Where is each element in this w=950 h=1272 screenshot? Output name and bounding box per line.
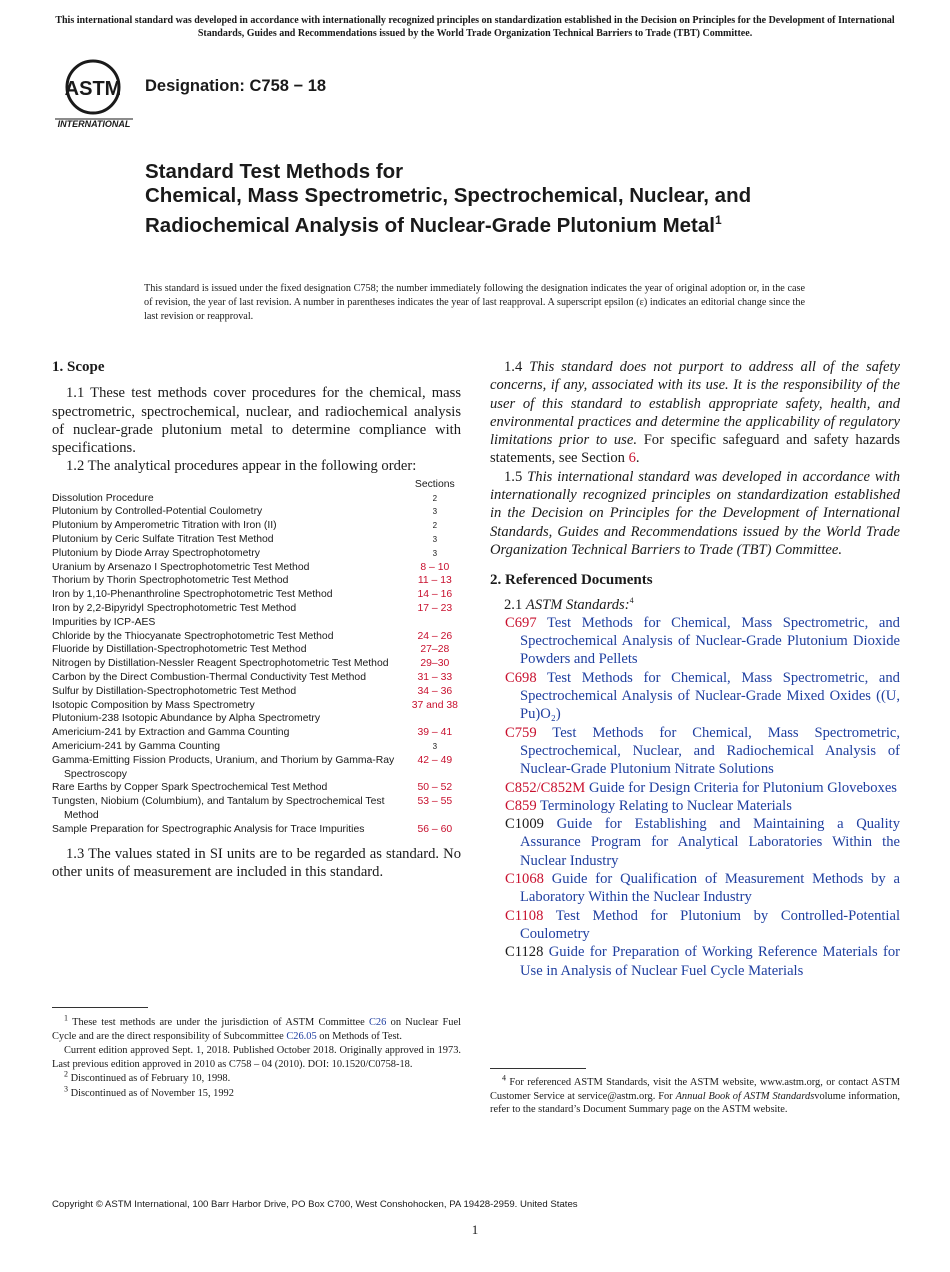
referenced-heading: 2. Referenced Documents: [490, 572, 653, 589]
procedure-name: Plutonium by Ceric Sulfate Titration Test Method: [52, 533, 274, 545]
standard-code-link[interactable]: C1108: [505, 907, 544, 924]
footnote-1-b: on Nuclear Fuel Cycle and are the direct responsibility of Subcommittee: [52, 1017, 461, 1042]
footnote-1-mark: 1: [64, 1013, 68, 1023]
procedure-name: Chloride by the Thiocyanate Spectrophotometric Test Method: [52, 630, 334, 642]
para-2-1: [490, 596, 900, 614]
procedure-sections: 2: [432, 493, 438, 503]
page-number: 1: [471, 1222, 479, 1237]
procedure-sections[interactable]: 14 – 16: [417, 589, 453, 601]
procedure-row: [52, 533, 462, 547]
procedure-sections: [408, 616, 462, 630]
procedure-row: [52, 643, 462, 657]
procedure-sections[interactable]: 42 – 49: [417, 754, 453, 766]
standard-code-link[interactable]: C1128: [505, 944, 544, 961]
procedure-sections[interactable]: 53 – 55: [417, 796, 453, 808]
procedure-row: [52, 588, 462, 602]
referenced-item: [490, 943, 900, 980]
standard-title-link[interactable]: Terminology Relating to Nuclear Materials: [540, 797, 792, 814]
procedure-sections[interactable]: 50 – 52: [417, 782, 453, 794]
footnote-4-b: volume information, refer to the standard’s Document Summary page on the ASTM website.: [490, 1090, 901, 1116]
procedure-sections: 3: [432, 507, 438, 517]
procedure-row: [52, 505, 462, 519]
subcommittee-c2605-link[interactable]: C26.05: [286, 1030, 317, 1042]
procedure-row: [52, 699, 462, 713]
procedure-row: [52, 712, 462, 726]
procedure-name: Rare Earths by Copper Spark Spectrochemical Test Method: [52, 782, 328, 794]
footnote-1-a: These test methods are under the jurisdiction of ASTM Committee: [72, 1017, 365, 1028]
footnote-1: [52, 1013, 461, 1043]
procedure-name: Isotopic Composition by Mass Spectrometry: [52, 699, 255, 711]
procedure-name: Plutonium by Amperometric Titration with Iron (II): [52, 520, 277, 532]
procedure-name: Sulfur by Distillation-Spectrophotometric Test Method: [52, 685, 297, 697]
procedure-sections: 3: [432, 548, 438, 558]
procedure-row: [52, 547, 462, 561]
procedure-row: [52, 754, 462, 782]
procedure-name: Fluoride by Distillation-Spectrophotometric Test Method: [52, 644, 307, 656]
procedure-name: Uranium by Arsenazo I Spectrophotometric Test Method: [52, 561, 310, 573]
title-line2: Chemical, Mass Spectrometric, Spectrochemical, Nuclear, and Radiochemical Analysis of Nuclear-Grade Plutonium Metal: [145, 184, 752, 237]
referenced-item: [490, 907, 900, 944]
title-footnote-mark: 1: [714, 213, 722, 227]
para-1-4: [490, 358, 900, 468]
wto-notice: This international standard was developed in accordance with internationally recognized principles on standardization established in the Decision on Principles for the Development of International Standards, Guides and Recommendations issued by the World Trade Organization Technical Barriers to Trade (TBT) Committee.: [55, 15, 895, 39]
procedure-row: [52, 795, 462, 823]
standard-title-link[interactable]: Test Method for Plutonium by Controlled-Potential Coulometry: [520, 907, 901, 942]
standard-code-link[interactable]: C697: [505, 614, 537, 631]
referenced-item: [490, 779, 900, 797]
standard-title-link[interactable]: Test Methods for Chemical, Mass Spectrometric, Spectrochemical, Nuclear, and Radiochemical Analysis of Nuclear-Grade Plutonium Nitrate Solutions: [520, 724, 900, 778]
procedure-name: Plutonium by Diode Array Spectrophotometry: [52, 547, 260, 559]
referenced-item: [490, 815, 900, 870]
footnote-1-c: on Methods of Test.: [319, 1030, 403, 1042]
procedure-sections: 2: [432, 521, 438, 531]
procedure-row: [52, 823, 462, 837]
standard-title-link[interactable]: Test Methods for Chemical, Mass Spectrometric, and Spectrochemical Analysis of Nuclear-Grade Mixed Oxides ((U, Pu)O₂): [520, 669, 900, 723]
document-title: [145, 160, 825, 238]
referenced-item: [490, 669, 900, 724]
standard-title-link[interactable]: Guide for Qualification of Measurement Methods by a Laboratory Within the Nuclear Industry: [520, 871, 900, 906]
para-1-5-num: 1.5: [504, 468, 523, 485]
standard-code-link[interactable]: C759: [505, 724, 537, 741]
standard-code-link[interactable]: C1068: [505, 871, 544, 888]
footnote-3: [52, 1084, 461, 1101]
procedure-name: Gamma-Emitting Fission Products, Uranium, and Thorium by Gamma-Ray Spectroscopy: [52, 754, 395, 780]
footnote-2-text: Discontinued as of February 10, 1998.: [70, 1073, 231, 1085]
para-1-4-num: 1.4: [504, 359, 523, 375]
procedure-sections[interactable]: 34 – 36: [417, 685, 453, 697]
para-1-2: 1.2 The analytical procedures appear in the following order:: [66, 458, 417, 475]
referenced-item: [490, 870, 900, 907]
standard-title-link[interactable]: Guide for Establishing and Maintaining a Quality Assurance Program for Analytical Laboratories Within the Nuclear Industry: [520, 816, 900, 869]
footnote-2-mark: 2: [64, 1069, 68, 1079]
procedure-sections[interactable]: 17 – 23: [417, 602, 453, 614]
procedure-row: [52, 726, 462, 740]
referenced-item: [490, 724, 900, 779]
procedure-row: [52, 740, 462, 754]
logo-text: ASTM: [64, 78, 122, 100]
standard-title-link[interactable]: Guide for Design Criteria for Plutonium Gloveboxes: [588, 779, 897, 796]
footnote-3-text: Discontinued as of November 15, 1992: [70, 1087, 234, 1099]
procedure-sections: 3: [432, 534, 438, 544]
procedure-row: [52, 671, 462, 685]
footnote-4: [490, 1073, 901, 1117]
footnote-2: [52, 1069, 461, 1086]
referenced-item: [490, 797, 900, 815]
procedure-sections[interactable]: 11 – 13: [417, 575, 452, 587]
referenced-list: [490, 614, 900, 980]
standard-title-link[interactable]: Guide for Preparation of Working Reference Materials for Use in Analysis of Nuclear Fuel Cycle Materials: [520, 944, 900, 979]
procedure-row: [52, 561, 462, 575]
footnote-4-italic: Annual Book of ASTM Standards: [675, 1090, 815, 1102]
procedure-row: [52, 616, 462, 630]
procedure-sections[interactable]: 8 – 10: [420, 561, 450, 573]
standard-code-link[interactable]: C1009: [505, 816, 544, 833]
para-1-5: [490, 468, 900, 559]
footnote-3-mark: 3: [64, 1084, 68, 1094]
procedure-name: Plutonium-238 Isotopic Abundance by Alpha Spectrometry: [52, 713, 321, 725]
referenced-item: [490, 614, 900, 669]
procedure-name: Tungsten, Niobium (Columbium), and Tantalum by Spectrochemical Test Method: [52, 796, 385, 821]
procedure-name: Carbon by the Direct Combustion-Thermal Conductivity Test Method: [52, 671, 366, 683]
footnote-rule-right: [490, 1068, 586, 1069]
procedure-name: Americium-241 by Extraction and Gamma Counting: [52, 727, 290, 739]
issue-note: This standard is issued under the fixed designation C758; the number immediately following the designation indicates the year of original adoption or, in the case of revision, the year of last revision. A number in parentheses indicates the year of last reapproval. A superscript epsilon (ε) indicates an editorial change since the last revision or reapproval.: [144, 283, 805, 322]
copyright: Copyright © ASTM International, 100 Barr Harbor Drive, PO Box C700, West Conshohocken, PA 19428-2959. United States: [52, 1199, 578, 1210]
procedure-name: Nitrogen by Distillation-Nessler Reagent Spectrophotometric Test Method: [52, 658, 389, 670]
procedure-name: Americium-241 by Gamma Counting: [52, 740, 221, 752]
procedure-sections: [408, 712, 462, 726]
procedure-row: [52, 657, 462, 671]
approval-note: Current edition approved Sept. 1, 2018. Published October 2018. Originally approved in 1973. Last previous edition approved in 2010 as C758 – 04 (2010). DOI: 10.1520/C0758-18.: [52, 1045, 461, 1070]
para-2-1-num: 2.1: [504, 596, 523, 613]
para-1-1: 1.1 These test methods cover procedures for the chemical, mass spectrometric, spectrochemical, nuclear, and radiochemical analysis of nuclear-grade plutonium metal to determine compliance with specifications.: [52, 385, 461, 457]
footnote-4-a: For referenced ASTM Standards, visit the ASTM website, www.astm.org, or contact ASTM Customer Service at service@astm.org. For: [490, 1077, 900, 1102]
procedure-row: [52, 630, 462, 644]
procedure-sections[interactable]: 27–28: [420, 644, 450, 656]
standard-code-link[interactable]: C698: [505, 669, 537, 686]
standard-code-link[interactable]: C852/C852M: [505, 779, 586, 796]
para-1-4-tail: For specific safeguard and safety hazards statements, see Section: [490, 432, 901, 467]
title-line1: Standard Test Methods for: [145, 160, 404, 183]
committee-c26-link[interactable]: C26: [369, 1017, 387, 1028]
designation: Designation: C758 − 18: [145, 77, 327, 95]
right-column: [490, 358, 900, 980]
sections-header: Sections: [414, 478, 455, 490]
procedure-row: [52, 492, 462, 506]
footnote-4-mark: 4: [502, 1073, 506, 1083]
procedure-row: [52, 574, 462, 588]
procedure-name: Iron by 1,10-Phenanthroline Spectrophotometric Test Method: [52, 589, 333, 601]
para-1-3: 1.3 The values stated in SI units are to be regarded as standard. No other units of measurement are included in this standard.: [52, 845, 461, 880]
procedure-sections: 3: [432, 741, 438, 751]
standard-code-link[interactable]: C859: [505, 797, 537, 814]
procedure-row: [52, 602, 462, 616]
procedure-name: Plutonium by Controlled-Potential Coulometry: [52, 506, 263, 518]
procedure-sections[interactable]: 37 and 38: [411, 699, 458, 711]
left-column: [52, 358, 461, 881]
procedure-name: Impurities by ICP-AES: [52, 616, 156, 628]
footnotes: [52, 1013, 461, 1102]
logo-subtext: INTERNATIONAL: [57, 119, 131, 129]
procedure-sections[interactable]: 24 – 26: [417, 630, 453, 642]
para-1-4-end: .: [635, 450, 640, 467]
procedure-row: [52, 781, 462, 795]
procedure-sections[interactable]: 56 – 60: [417, 823, 453, 835]
procedure-sections[interactable]: 31 – 33: [417, 671, 453, 683]
procedure-row: [52, 685, 462, 699]
scope-heading: 1. Scope: [52, 359, 105, 375]
procedures-table: [52, 478, 462, 837]
standard-title-link[interactable]: Test Methods for Chemical, Mass Spectrometric, and Spectrochemical Analysis of Nuclear-Grade Plutonium Dioxide Powders and Pellets: [520, 614, 900, 668]
procedure-name: Sample Preparation for Spectrographic Analysis for Trace Impurities: [52, 823, 365, 835]
procedure-sections[interactable]: 29–30: [420, 658, 450, 670]
procedure-name: Dissolution Procedure: [52, 492, 154, 504]
procedure-name: Iron by 2,2-Bipyridyl Spectrophotometric Test Method: [52, 602, 297, 614]
para-1-5-italic: This international standard was developed in accordance with internationally recognized principles on standardization established in the Decision on Principles for the Development of International Standards, Guides and Recommendations issued by the World Trade Organization Technical Barriers to Trade (TBT) Committee.: [490, 468, 901, 558]
para-2-1-label: ASTM Standards:: [525, 596, 630, 613]
para-2-1-fn: 4: [629, 595, 634, 605]
section-6-link[interactable]: 6: [628, 450, 636, 467]
para-1-4-italic: This standard does not purport to address all of the safety concerns, if any, associated with its use. It is the responsibility of the user of this standard to establish appropriate safety, health, and environmental practices and determine the applicability of regulatory limitations prior to use.: [490, 359, 900, 449]
procedure-row: [52, 519, 462, 533]
footnote-rule: [52, 1007, 148, 1008]
procedure-sections[interactable]: 39 – 41: [417, 727, 453, 739]
astm-logo: [53, 57, 135, 131]
procedure-name: Thorium by Thorin Spectrophotometric Test Method: [52, 575, 289, 587]
footnotes-right: [490, 1073, 901, 1117]
